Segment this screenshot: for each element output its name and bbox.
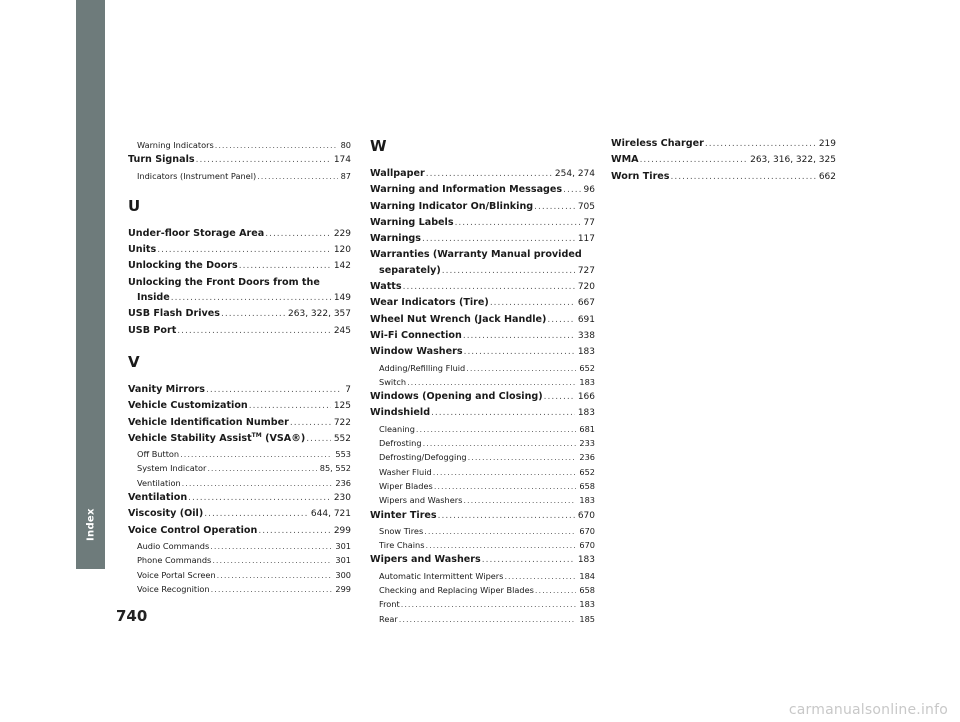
index-entry: Under-floor Storage Area ..... 229 — [128, 226, 351, 242]
index-entry: Automatic Intermittent Wipers ..... 184 — [370, 569, 595, 583]
section-letter-u: U — [128, 196, 141, 215]
index-column-1 — [128, 138, 351, 596]
index-entry: Ventilation ..... 230 — [128, 490, 351, 506]
index-entry: Vehicle Customization ..... 125 — [128, 398, 351, 414]
index-entry: Wipers and Washers ..... 183 — [370, 493, 595, 507]
index-entry: Worn Tires ..... 662 — [611, 169, 836, 185]
index-entry: Indicators (Instrument Panel) ..... 87 — [128, 169, 351, 183]
index-entry: Voice Portal Screen ..... 300 — [128, 568, 351, 582]
index-entry-wrapped: Warranties (Warranty Manual provided — [370, 249, 582, 261]
index-entry: Ventilation ..... 236 — [128, 476, 351, 490]
index-entry: Switch ..... 183 — [370, 375, 595, 389]
index-entry: Turn Signals ..... 174 — [128, 152, 351, 168]
section-letter-v: V — [128, 352, 140, 371]
index-entry: Vehicle Stability Assist™ (VSA®) ..... 552 — [128, 431, 351, 447]
index-entry: USB Flash Drives ..... 263, 322, 357 — [128, 306, 351, 322]
index-entry-continued: separately) ..... 727 — [370, 263, 595, 279]
index-entry: Wallpaper ..... 254, 274 — [370, 166, 595, 182]
index-entry: Off Button ..... 553 — [128, 447, 351, 461]
section-letter-w: W — [370, 137, 387, 155]
index-entry: Wi-Fi Connection ..... 338 — [370, 328, 595, 344]
index-entry: Snow Tires ..... 670 — [370, 524, 595, 538]
index-entry: Washer Fluid ..... 652 — [370, 465, 595, 479]
trademark-superscript: TM — [251, 431, 262, 439]
index-entry: Winter Tires ..... 670 — [370, 508, 595, 524]
index-entry: System Indicator ..... 85, 552 — [128, 461, 351, 475]
index-entry: Rear ..... 185 — [370, 612, 595, 626]
index-entry: Vehicle Identification Number ..... 722 — [128, 415, 351, 431]
index-entry: Warning Indicators ..... 80 — [128, 138, 351, 152]
index-entry: Cleaning ..... 681 — [370, 422, 595, 436]
index-entry: Audio Commands ..... 301 — [128, 539, 351, 553]
index-entry: Viscosity (Oil) ..... 644, 721 — [128, 506, 351, 522]
watermark: carmanualsonline.info — [788, 702, 948, 718]
index-entry: Units ..... 120 — [128, 242, 351, 258]
index-entry: Checking and Replacing Wiper Blades ..... 658 — [370, 583, 595, 597]
index-entry: Adding/Refilling Fluid ..... 652 — [370, 361, 595, 375]
index-entry: Phone Commands ..... 301 — [128, 553, 351, 567]
index-entry: Unlocking the Doors ..... 142 — [128, 258, 351, 274]
index-entry: Window Washers ..... 183 — [370, 344, 595, 360]
index-entry: Wiper Blades ..... 658 — [370, 479, 595, 493]
index-entry: Voice Recognition ..... 299 — [128, 582, 351, 596]
index-entry: Warning and Information Messages ..... 96 — [370, 182, 595, 198]
index-entry: Windows (Opening and Closing) ..... 166 — [370, 389, 595, 405]
index-entry: Wipers and Washers ..... 183 — [370, 552, 595, 568]
index-side-label: Index — [85, 508, 97, 542]
index-entry-continued: Inside ..... 149 — [128, 290, 351, 306]
index-entry: WMA ..... 263, 316, 322, 325 — [611, 152, 836, 168]
index-entry: Watts ..... 720 — [370, 279, 595, 295]
index-entry: Defrosting/Defogging ..... 236 — [370, 450, 595, 464]
index-entry: Tire Chains ..... 670 — [370, 538, 595, 552]
index-entry-wrapped: Unlocking the Front Doors from the — [128, 276, 320, 288]
index-entry: Warnings ..... 117 — [370, 231, 595, 247]
index-entry: Wireless Charger ..... 219 — [611, 136, 836, 152]
index-entry: Vanity Mirrors ..... 7 — [128, 382, 351, 398]
index-entry: Warning Labels ..... 77 — [370, 215, 595, 231]
index-entry: USB Port ..... 245 — [128, 323, 351, 339]
index-entry: Defrosting ..... 233 — [370, 436, 595, 450]
index-column-2 — [370, 136, 595, 626]
index-entry: Wheel Nut Wrench (Jack Handle) ..... 691 — [370, 312, 595, 328]
index-entry: Windshield ..... 183 — [370, 405, 595, 421]
index-entry: Front ..... 183 — [370, 597, 595, 611]
page-number: 740 — [116, 607, 148, 625]
index-entry: Warning Indicator On/Blinking ..... 705 — [370, 199, 595, 215]
index-column-3 — [611, 136, 836, 185]
index-side-tab — [76, 0, 105, 569]
index-entry: Wear Indicators (Tire) ..... 667 — [370, 295, 595, 311]
index-entry: Voice Control Operation ..... 299 — [128, 523, 351, 539]
